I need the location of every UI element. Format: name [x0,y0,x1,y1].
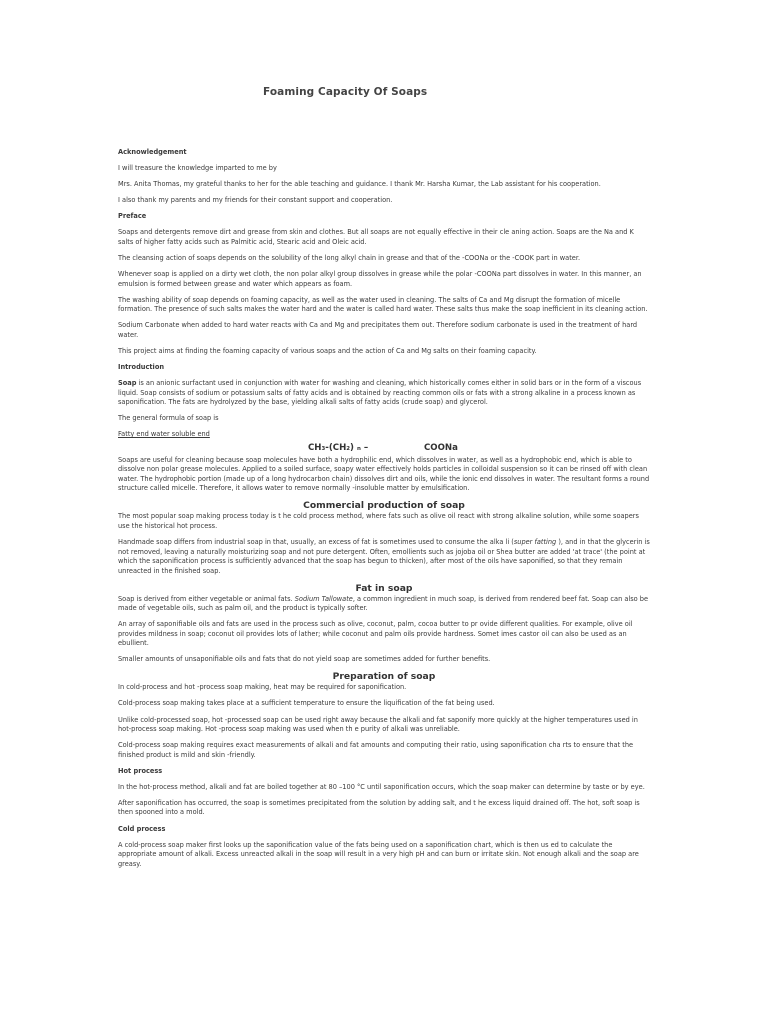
paragraph: Cold-process soap making requires exact measurements of alkali and fat amounts and computing their ratio, using saponification cha rts to ensure that the finished product is mild and skin -friendly. [118,741,634,759]
document-title: Foaming Capacity Of Soaps [263,86,428,98]
paragraph: Sodium Carbonate when added to hard water reacts with Ca and Mg and precipitates them out. Therefore sodium carbonate is used in the treatment of hard water. [118,321,638,339]
italic-term: Sodium Tallowate [294,594,353,603]
paragraph: The washing ability of soap depends on foaming capacity, as well as the water used in cleaning. The salts of Ca and Mg disrupt the formation of micelle formation. The presence of such salts makes the water hard and the water is called hard water. These salts thus make the soap inefficient in its cleaning action. [118,295,648,314]
paragraph [118,538,650,576]
paragraph-text: , a common ingredient in much soap, is derived from rendered beef fat. Soap can also be made of vegetable oils, such as palm oil, and the product is typically softer. [118,594,649,613]
paragraph-text: is an anionic surfactant used in conjunction with water for washing and cleaning, which historically comes either in solid bars or in the form of a viscous liquid. Soap consists of sodium or potassium salts of fatty acids and is obtained by reacting common oils or fats with a strong alkaline in a process known as saponification. The fats are hydrolyzed by the base, yielding alkali salts of fatty acids (crude soap) and glycerol. [118,379,642,407]
paragraph: The cleansing action of soaps depends on the solubility of the long alkyl chain in grease and that of the -COONa or the -COOK part in water. [118,254,581,263]
paragraph: Whenever soap is applied on a dirty wet cloth, the non polar alkyl group dissolves in grease while the polar -COONa part dissolves in water. In this manner, an emulsion is formed between grease and water which appears as foam. [118,270,642,288]
soap-bold-term: Soap [118,379,137,388]
cold-process-heading: Cold process [118,824,166,833]
paragraph: Unlike cold-processed soap, hot -processed soap can be used right away because the alkali and fat saponify more quickly at the higher temperatures used in hot-process soap making. Hot -process soap making was used when th e purity of alkali was unreliable. [118,715,638,734]
paragraph: The most popular soap making process today is t he cold process method, where fats such as olive oil react with strong alkaline solution, while some soapers use the historical hot process. [118,512,639,530]
document-body [118,148,650,876]
formula-alkyl-chain: CH₃-(CH₂) ₙ – [308,442,369,453]
paragraph: An array of saponifiable oils and fats are used in the process such as olive, coconut, palm, cocoa butter to pr ovide different qualities. For example, olive oil provides mildness in soap; coconut oil provides lots of lather; while coconut and palm oils provide hardness. Somet imes castor oil can also be used as an ebullient. [118,620,633,648]
paragraph: I also thank my parents and my friends for their constant support and cooperation. [118,196,393,205]
preparation-heading: Preparation of soap [332,671,436,683]
formula-label [118,430,650,440]
paragraph: This project aims at finding the foaming capacity of various soaps and the action of Ca and Mg salts on their foaming capacity. [118,346,537,355]
paragraph: Cold-process soap making takes place at a sufficient temperature to ensure the liquification of the fat being used. [118,699,495,708]
commercial-production-heading: Commercial production of soap [303,500,465,512]
soap-formula [118,442,650,454]
underlined-label: Fatty end water soluble end [118,430,210,439]
paragraph-text: ), and in that the glycerin is not removed, leaving a naturally moisturizing soap and not pure detergent. Often, emollients such as jojoba oil or Shea butter are added 'at trace' (the point at which the saponification process is sufficiently advanced that the soap has begun to thicken), after most of the oils have saponified, so that they remain unreacted in the finished soap. [118,538,650,575]
paragraph: A cold-process soap maker first looks up the saponification value of the fats being used on a saponification chart, which is then us ed to calculate the appropriate amount of alkali. Excess unreacted alkali in the soap will result in a very high pH and can burn or irritate skin. Not enough alkali and the soap are greasy. [118,840,639,868]
acknowledgement-heading: Acknowledgement [118,148,187,156]
preface-heading: Preface [118,212,147,221]
paragraph: Soaps and detergents remove dirt and grease from skin and clothes. But all soaps are not equally effective in their cle aning action. Soaps are the Na and K salts of higher fatty acids such as Palmitic acid, Stearic acid and Oleic acid. [118,228,634,246]
paragraph: Smaller amounts of unsaponifiable oils and fats that do not yield soap are sometimes added for further benefits. [118,655,491,664]
introduction-heading: Introduction [118,363,165,372]
paragraph: In cold-process and hot -process soap making, heat may be required for saponification. [118,683,407,692]
paragraph: After saponification has occurred, the soap is sometimes precipitated from the solution by adding salt, and t he excess liquid drained off. The hot, soft soap is then spooned into a mold. [118,798,640,817]
paragraph [118,379,650,408]
paragraph: Soaps are useful for cleaning because soap molecules have both a hydrophilic end, which dissolves in water, as well as a hydrophobic end, which is able to dissolve non polar grease molecules. Applied to a soiled surface, soapy water effectively holds particles in colloidal suspension so it can be rinsed off with clean water. The hydrophobic portion (made up of a long hydrocarbon chain) dissolves dirt and oils, while the ionic end dissolves in water. The resultant forms a round structure called micelle. Therefore, it allows water to remove normally -insoluble matter by emulsification. [118,455,650,493]
paragraph: The general formula of soap is [118,414,219,423]
paragraph: I will treasure the knowledge imparted to me by [118,164,277,173]
italic-term: super fatting [513,538,557,546]
paragraph [118,595,650,614]
fat-in-soap-heading: Fat in soap [355,582,413,594]
formula-ionic-end: COONa [424,442,458,453]
paragraph: Mrs. Anita Thomas, my grateful thanks to her for the able teaching and guidance. I thank Mr. Harsha Kumar, the Lab assistant for his cooperation. [118,180,601,189]
paragraph-text: Handmade soap differs from industrial soap in that, usually, an excess of fat is sometimes used to consume the alka li ( [118,538,514,546]
paragraph: In the hot-process method, alkali and fat are boiled together at 80 –100 °C until saponification occurs, which the soap maker can determine by taste or by eye. [118,782,645,791]
hot-process-heading: Hot process [118,766,163,775]
paragraph-text: Soap is derived from either vegetable or animal fats. [118,594,295,603]
